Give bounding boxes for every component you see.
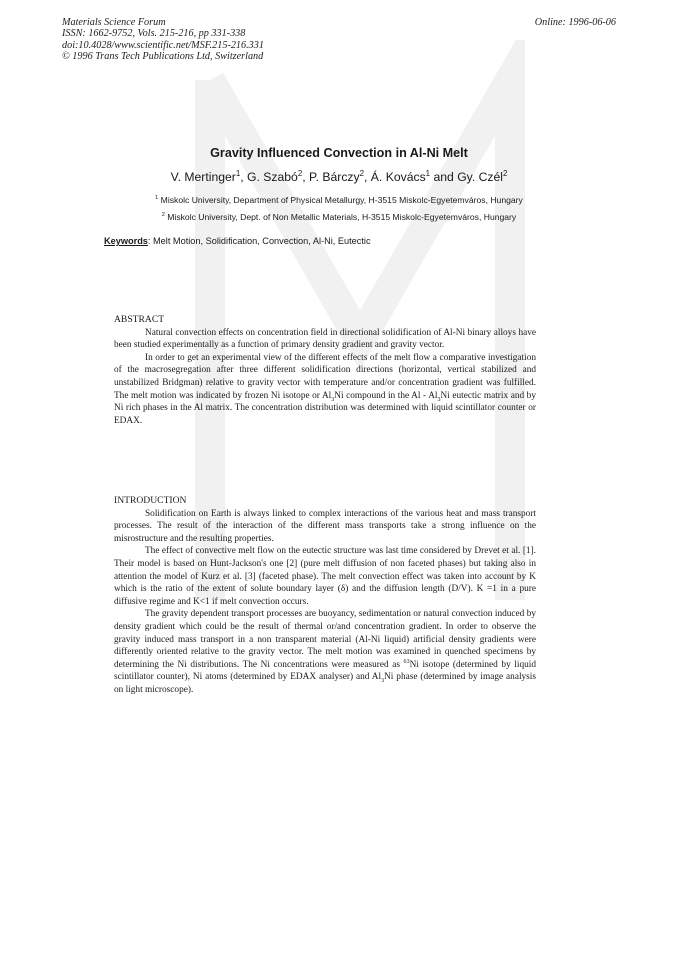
author-affiliation-mark: 2: [503, 168, 508, 178]
text-run: Ni phase (determined by image analysis on light microscope).: [114, 672, 536, 695]
affiliation-text: Miskolc University, Dept. of Non Metallic Materials, H-3515 Miskolc-Egyetemváros, Hungary: [167, 212, 517, 222]
journal-header: [62, 17, 264, 63]
copyright-line: © 1996 Trans Tech Publications Ltd, Switzerland: [62, 51, 264, 63]
abstract-heading: ABSTRACT: [114, 314, 165, 325]
abstract-section: [114, 314, 536, 427]
introduction-heading: INTRODUCTION: [114, 495, 187, 506]
text-run: The gravity dependent transport processes are buoyancy, sedimentation or natural convection induced by density gradient which could be the result of thermal or/and concentration gradient. In order to observe the gravity induced mass transport in a non transparent material (Al-Ni liquid) artificial density gradients were differently oriented relative to the gravity vector. The melt motion was examined in quenched specimens by determining the Ni distributions. The Ni concentrations were measured as: [114, 609, 536, 670]
author-list: [0, 170, 678, 184]
text-run: Ni compound in the Al - Al: [334, 390, 438, 401]
abstract-paragraph: [114, 352, 536, 428]
text-run: Ni isotope (determined by liquid scintillator counter), Ni atoms (determined by EDAX analyser) and Al: [114, 659, 537, 683]
subscript: 3: [381, 678, 385, 685]
author-affiliation-mark: 2: [297, 168, 303, 178]
author-name: G. Szabó: [247, 170, 298, 184]
journal-name: Materials Science Forum: [62, 17, 166, 28]
paper-title: Gravity Influenced Convection in Al-Ni Melt: [210, 146, 468, 160]
subscript: 3: [437, 396, 441, 403]
introduction-paragraph: [114, 608, 536, 696]
author-separator: and: [430, 170, 458, 184]
affiliation-1: [0, 195, 678, 205]
author-name: Á. Kovács: [370, 170, 426, 184]
author-separator: ,: [364, 170, 371, 184]
introduction-paragraph: Solidification on Earth is always linked to complex interactions of the various heat and mass transport processes. The result of the interaction of the different mass transports take a strong influence on the misrostructure and the resulting properties.: [114, 508, 536, 544]
author-name: Gy. Czél: [457, 170, 504, 184]
affiliation-2: [0, 212, 678, 222]
text-run: Ni eutectic matrix and by Ni rich phases in the Al matrix. The concentration distribution was determined with liquid scintillator counter or EDAX.: [114, 390, 536, 426]
keywords-line: [104, 236, 371, 246]
superscript: 63: [403, 658, 410, 665]
author-name: P. Bárczy: [309, 170, 360, 184]
author-affiliation-mark: 1: [235, 168, 241, 178]
author-name: V. Mertinger: [170, 170, 236, 184]
author-affiliation-mark: 2: [359, 168, 365, 178]
author-affiliation-mark: 1: [425, 168, 431, 178]
introduction-paragraph: The effect of convective melt flow on the eutectic structure was last time considered by Drevet et al. [1]. Their model is based on Hunt-Jackson's one [2] (pure melt diffusion of non faceted phases) but taking also in attention the model of Kurz et al. [3] (faceted phase). The melt convection effect was taken into account by K which is the ratio of the extent of solute boundary layer (δ) and the diffusion length (D/V). K =1 in a pure diffusive regime and K<1 if melt convection occurs.: [114, 546, 536, 607]
issn-line: ISSN: 1662-9752, Vols. 215-216, pp 331-338: [62, 28, 246, 40]
affiliation-text: Miskolc University, Department of Physical Metallurgy, H-3515 Miskolc-Egyetemváros, Hungary: [160, 195, 523, 205]
author-separator: ,: [302, 170, 310, 184]
subscript: 3: [331, 396, 335, 403]
author-separator: ,: [240, 170, 248, 184]
keywords-text: : Melt Motion, Solidification, Convection, Al-Ni, Eutectic: [147, 236, 371, 246]
introduction-section: [114, 495, 536, 697]
keywords-label: Keywords: [104, 236, 148, 246]
affiliation-number: 1: [155, 195, 159, 202]
online-date: Online: 1996-06-06: [534, 17, 616, 28]
text-run: In order to get an experimental view of the different effects of the melt flow a comparative investigation of the macrosegregation after three different solidification directions (horizontal, vertical stabilized and unstabilized Bridgman) relative to gravity vector with temperature and/or concentration gradient was fulfilled. The melt motion was indicated by frozen Ni isotope or Al: [114, 352, 536, 401]
doi-line[interactable]: doi:10.4028/www.scientific.net/MSF.215-216.331: [62, 39, 264, 51]
affiliation-number: 2: [161, 212, 165, 219]
abstract-paragraph: Natural convection effects on concentration field in directional solidification of Al-Ni binary alloys have been studied experimentally as a function of primary density gradient and gravity vector.: [114, 327, 536, 351]
